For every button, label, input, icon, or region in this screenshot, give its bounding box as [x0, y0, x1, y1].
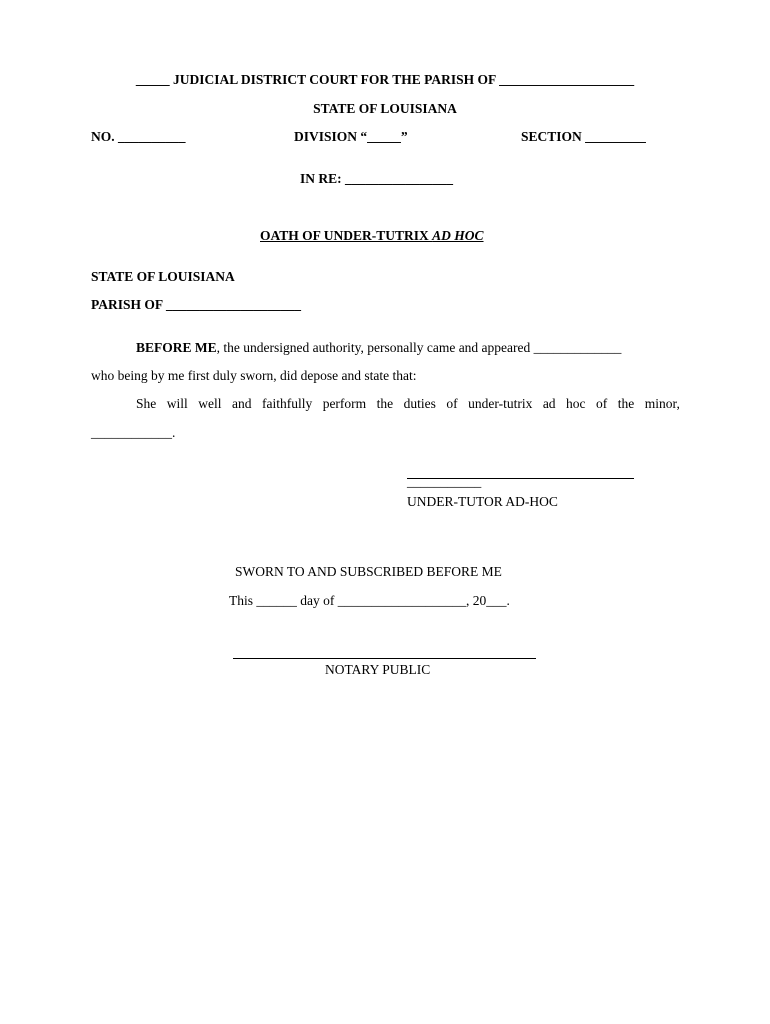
duties-word: hoc [566, 396, 586, 411]
division-label: DIVISION “_____” [294, 129, 408, 144]
duties-word: under-tutrix [468, 396, 533, 411]
document-title-italic: AD HOC [432, 228, 484, 243]
duties-word: the [617, 396, 635, 411]
duties-word: of [596, 396, 608, 411]
minor-name-blank: ____________. [91, 425, 176, 440]
duties-word: faithfully [261, 396, 313, 411]
duties-word: will [166, 396, 188, 411]
court-caption-line: _____ JUDICIAL DISTRICT COURT FOR THE PARISH OF ____________________ [135, 72, 635, 87]
notary-signature-line [233, 658, 536, 659]
duties-word: ad [542, 396, 556, 411]
duties-word: and [231, 396, 252, 411]
in-re-label: IN RE: ________________ [300, 171, 454, 186]
duties-word: minor, [644, 396, 680, 411]
venue-parish: PARISH OF ____________________ [91, 297, 302, 312]
sworn-statement-line: who being by me first duly sworn, did depose and state that: [91, 368, 417, 383]
duties-word: the [376, 396, 394, 411]
duties-word: perform [322, 396, 367, 411]
document-title-main: OATH OF UNDER-TUTRIX [260, 228, 433, 243]
notary-label: NOTARY PUBLIC [325, 662, 431, 677]
section-label: SECTION _________ [521, 129, 646, 144]
duties-word: She [136, 396, 157, 411]
appearance-paragraph [136, 340, 621, 356]
duties-paragraph [136, 396, 680, 412]
appearance-text: , the undersigned authority, personally came and appeared _____________ [216, 340, 622, 355]
case-number-label: NO. __________ [91, 129, 186, 144]
signature-label: UNDER-TUTOR AD-HOC [407, 494, 558, 509]
venue-state: STATE OF LOUISIANA [91, 269, 235, 284]
duties-word: duties [403, 396, 436, 411]
before-me-phrase: BEFORE ME [136, 340, 217, 355]
jurat-date-line: This ______ day of ___________________, 20___. [229, 593, 510, 608]
duties-word: well [198, 396, 222, 411]
document-title [260, 228, 484, 244]
jurat-heading: SWORN TO AND SUBSCRIBED BEFORE ME [235, 564, 502, 579]
duties-word: of [446, 396, 458, 411]
state-caption-line: STATE OF LOUISIANA [313, 101, 457, 116]
signature-short-blank: ___________ [407, 474, 482, 489]
